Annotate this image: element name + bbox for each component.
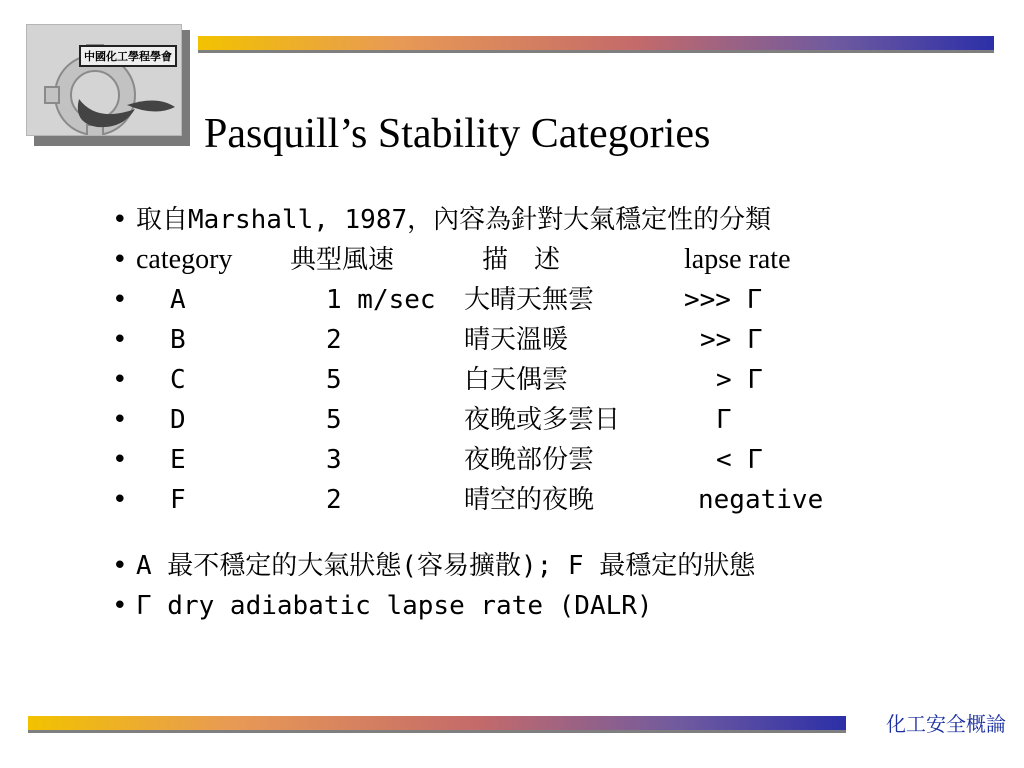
row-lapse-rate: Γ xyxy=(716,405,732,435)
intro-text: 取自Marshall, 1987，內容為針對大氣穩定性的分類 xyxy=(136,205,772,235)
row-description: 夜晚部份雲 xyxy=(464,445,595,475)
bullet: • xyxy=(112,245,128,275)
gear-icon xyxy=(27,25,182,136)
row-wind-speed: 1 m/sec xyxy=(326,285,436,315)
bullet: • xyxy=(112,405,128,435)
note-text: Γ dry adiabatic lapse rate (DALR) xyxy=(136,591,653,621)
row-lapse-rate: > Γ xyxy=(716,365,763,395)
row-wind-speed: 3 xyxy=(326,445,342,475)
bottom-gradient-bar xyxy=(28,716,846,730)
top-gradient-bar xyxy=(198,36,994,50)
bullet: • xyxy=(112,551,128,581)
row-category: C xyxy=(170,365,186,395)
table-row xyxy=(112,440,992,480)
table-row xyxy=(112,360,992,400)
slide-title: Pasquill’s Stability Categories xyxy=(204,111,711,157)
row-description: 白天偶雲 xyxy=(464,365,569,395)
bullet: • xyxy=(112,485,128,515)
note-line xyxy=(112,546,992,586)
society-logo xyxy=(26,24,182,136)
row-category: E xyxy=(170,445,186,475)
table-row xyxy=(112,320,992,360)
row-lapse-rate: < Γ xyxy=(716,445,763,475)
header-description: 描 述 xyxy=(482,245,561,275)
bullet: • xyxy=(112,285,128,315)
bullet: • xyxy=(112,445,128,475)
table-header-line xyxy=(112,240,992,280)
intro-line xyxy=(112,200,992,240)
row-category: F xyxy=(170,485,186,515)
row-category: A xyxy=(170,285,186,315)
row-lapse-rate: negative xyxy=(698,485,824,515)
row-lapse-rate: >>> Γ xyxy=(684,285,763,315)
table-row xyxy=(112,400,992,440)
row-wind-speed: 2 xyxy=(326,485,342,515)
row-description: 夜晚或多雲日 xyxy=(464,405,621,435)
table-row xyxy=(112,480,992,520)
header-category: category xyxy=(136,244,233,275)
row-category: B xyxy=(170,325,186,355)
row-wind-speed: 5 xyxy=(326,365,342,395)
row-category: D xyxy=(170,405,186,435)
table-row xyxy=(112,280,992,320)
row-description: 晴空的夜晚 xyxy=(464,485,595,515)
row-description: 晴天溫暖 xyxy=(464,325,569,355)
header-lapse-rate: lapse rate xyxy=(684,244,791,275)
row-lapse-rate: >> Γ xyxy=(700,325,763,355)
row-wind-speed: 5 xyxy=(326,405,342,435)
slide-content xyxy=(112,200,992,626)
footer-course-title: 化工安全概論 xyxy=(886,712,1006,736)
row-wind-speed: 2 xyxy=(326,325,342,355)
bullet: • xyxy=(112,591,128,621)
note-line xyxy=(112,586,992,626)
row-description: 大晴天無雲 xyxy=(464,285,595,315)
note-text: A 最不穩定的大氣狀態(容易擴散); F 最穩定的狀態 xyxy=(136,551,756,581)
bullet: • xyxy=(112,205,128,235)
bullet: • xyxy=(112,325,128,355)
header-wind-speed: 典型風速 xyxy=(290,245,395,275)
logo-text: 中國化工學程學會 xyxy=(79,45,177,67)
bullet: • xyxy=(112,365,128,395)
spacer xyxy=(112,520,992,546)
